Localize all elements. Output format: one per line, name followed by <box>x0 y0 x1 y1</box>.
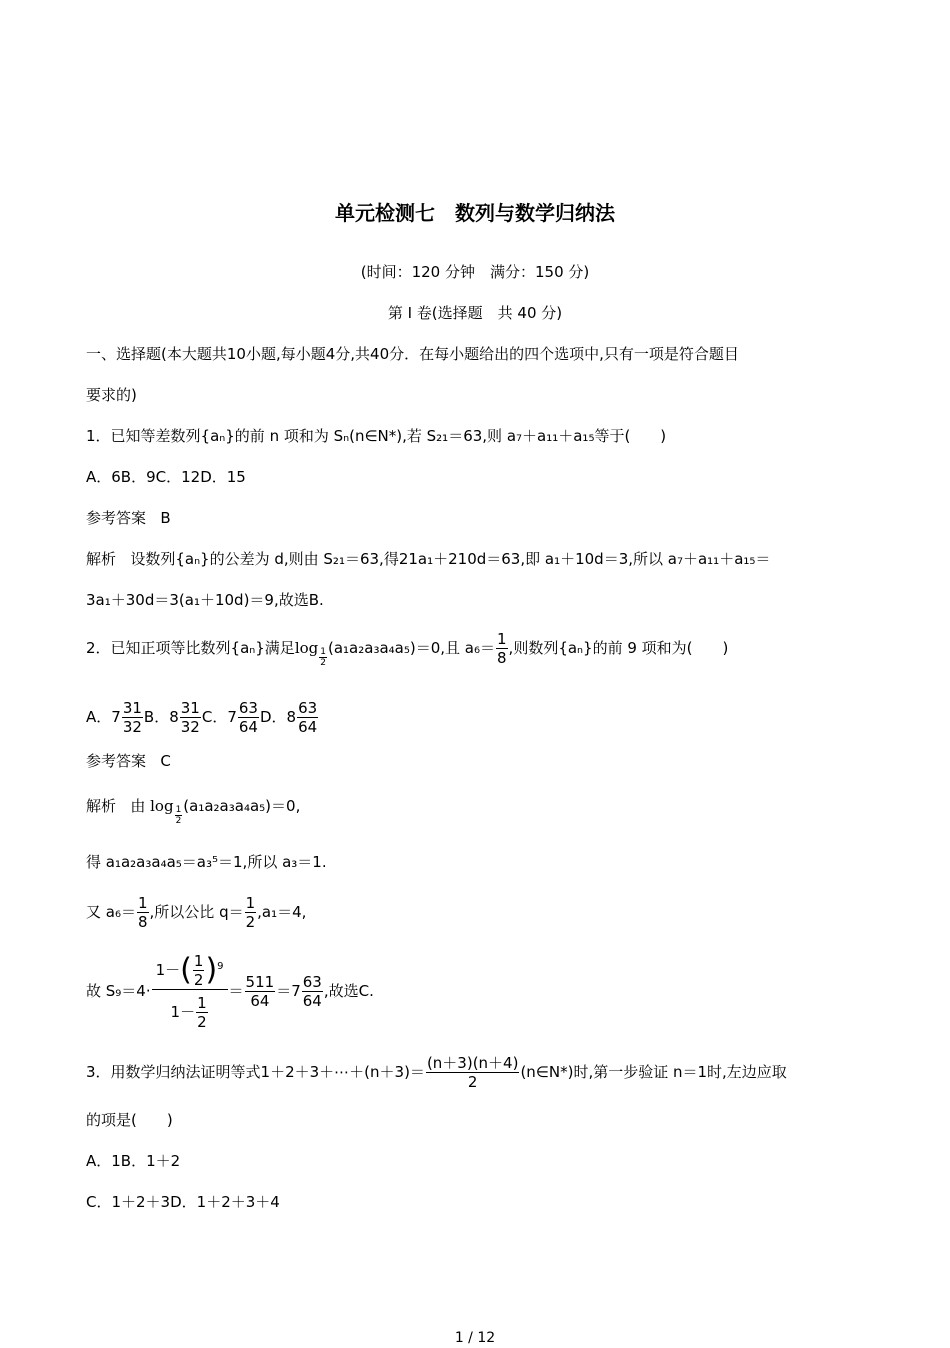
log-base-fraction <box>175 805 183 826</box>
fraction-den: 8 <box>137 913 148 931</box>
fraction-num: 63 <box>238 699 258 717</box>
analysis-label: 解析 <box>86 797 117 815</box>
fraction <box>302 973 323 1010</box>
analysis-text: ,故选C. <box>323 982 374 1000</box>
q3-stem-text-a: 3．用数学归纳法证明等式1＋2＋3＋⋯＋(n＋3)＝ <box>86 1063 425 1081</box>
section-instructions-line1: 一、选择题(本大题共10小题,每小题4分,共40分．在每小题给出的四个选项中,只有一项是符合题目 <box>86 345 739 363</box>
fraction-den: 64 <box>250 992 270 1010</box>
equals-seven: ＝7 <box>276 982 301 1000</box>
q1-analysis-line2: 3a₁＋30d＝3(a₁＋10d)＝9,故选B. <box>86 591 324 609</box>
fraction <box>137 894 149 931</box>
q2-options <box>86 697 319 737</box>
answer-label: 参考答案 <box>86 509 147 527</box>
opt-d-label: D． <box>259 708 287 726</box>
opt-b-whole: 8 <box>169 708 179 726</box>
log-base-den: 2 <box>320 658 326 668</box>
fraction-den: 2 <box>193 971 204 989</box>
fraction-den: 8 <box>497 649 507 667</box>
section-instructions-line2: 要求的) <box>86 386 137 404</box>
fraction-num: 1 <box>497 630 507 648</box>
sum-fraction-num <box>152 952 228 990</box>
fraction-den: 32 <box>180 718 200 736</box>
opt-a-fraction <box>122 699 143 736</box>
analysis-text: 又 a₆＝ <box>86 903 136 921</box>
q2-analysis-line3 <box>86 892 306 932</box>
analysis-text: 设数列{aₙ}的公差为 d,则由 S₂₁＝63,得21a₁＋210d＝63,即 a₁＋10d＝3,所以 a₇＋a₁₁＋a₁₅＝ <box>130 550 771 568</box>
sum-fraction-den <box>152 990 228 1031</box>
log-symbol: log <box>294 639 319 657</box>
fraction-num: 511 <box>245 973 275 991</box>
q3-options-line1: A．1B．1＋2 <box>86 1152 181 1170</box>
opt-b-label: B． <box>143 708 170 726</box>
fraction-den: 2 <box>197 1013 207 1031</box>
one-minus: 1－ <box>170 1003 196 1021</box>
fraction-den: 32 <box>122 718 142 736</box>
q2-analysis-line4 <box>86 946 374 1036</box>
q3-options-line2: C．1＋2＋3D．1＋2＋3＋4 <box>86 1193 280 1211</box>
q3-stem <box>86 1052 787 1092</box>
log-base-num: 1 <box>175 805 182 815</box>
opt-c-whole: 7 <box>227 708 237 726</box>
fraction-num: 31 <box>122 699 142 717</box>
fraction <box>245 973 276 1010</box>
log-base-num: 1 <box>320 647 326 657</box>
fraction-den: 64 <box>302 992 322 1010</box>
page-number: 1 / 12 <box>454 1330 496 1346</box>
q2-stem-fraction <box>496 630 508 667</box>
opt-d-whole: 8 <box>286 708 297 726</box>
fraction-num: 31 <box>180 699 200 717</box>
q1-analysis-line1 <box>86 549 770 569</box>
volume-heading: 第 Ⅰ 卷(选择题 共 40 分) <box>387 304 563 322</box>
time-info: (时间：120 分钟 满分：150 分) <box>360 263 590 281</box>
q2-analysis-line2: 得 a₁a₂a₃a₄a₅＝a₃⁵＝1,所以 a₃＝1. <box>86 853 327 871</box>
analysis-text: 故 S₉＝4· <box>86 982 151 1000</box>
q1-stem: 1．已知等差数列{aₙ}的前 n 项和为 Sₙ(n∈N*),若 S₂₁＝63,则 a₇＋a₁₁＋a₁₅等于( ) <box>86 427 667 445</box>
q2-answer <box>86 751 171 771</box>
fraction-den: 64 <box>238 718 258 736</box>
q3-stem-line2: 的项是( ) <box>86 1111 173 1129</box>
analysis-text: (a₁a₂a₃a₄a₅)＝0, <box>183 797 301 815</box>
paren-right: ) <box>205 952 218 988</box>
answer-label: 参考答案 <box>86 752 147 770</box>
fraction <box>245 894 257 931</box>
q3-stem-fraction <box>426 1054 520 1091</box>
q2-stem-text-a: 2．已知正项等比数列{aₙ}满足 <box>86 639 295 657</box>
answer-value: C <box>160 752 171 770</box>
exponent: 9 <box>217 961 224 972</box>
opt-b-fraction <box>180 699 201 736</box>
analysis-label: 解析 <box>86 550 117 568</box>
answer-value: B <box>160 509 171 527</box>
page-title: 单元检测七 数列与数学归纳法 <box>335 201 615 225</box>
q2-analysis-line1 <box>86 792 300 826</box>
fraction-num: 1 <box>197 994 207 1012</box>
log-symbol: log <box>150 797 174 815</box>
q3-stem-text-b: (n∈N*)时,第一步验证 n＝1时,左边应取 <box>520 1063 787 1081</box>
fraction-den: 64 <box>298 718 318 736</box>
fraction-num: (n＋3)(n＋4) <box>426 1054 519 1072</box>
fraction <box>196 994 208 1031</box>
one-minus: 1－ <box>155 961 181 979</box>
fraction-num: 63 <box>298 699 318 717</box>
q2-stem-text-b: (a₁a₂a₃a₄a₅)＝0,且 a₆＝ <box>327 639 495 657</box>
paren-left: ( <box>180 952 192 988</box>
fraction-num: 1 <box>193 952 204 970</box>
fraction-num: 1 <box>137 894 148 912</box>
fraction-num: 63 <box>302 973 322 991</box>
opt-d-fraction <box>297 699 318 736</box>
opt-a-label: A． <box>86 708 112 726</box>
sum-fraction <box>152 952 228 1031</box>
fraction-den: 2 <box>245 913 256 931</box>
log-base-den: 2 <box>175 816 182 826</box>
fraction-num: 1 <box>245 894 256 912</box>
analysis-text: 由 <box>130 797 146 815</box>
equals: ＝ <box>228 982 244 1000</box>
q1-options: A．6B．9C．12D．15 <box>86 468 246 486</box>
fraction <box>193 952 205 989</box>
opt-a-whole: 7 <box>111 708 121 726</box>
q1-answer <box>86 508 171 528</box>
analysis-text: ,所以公比 q＝ <box>149 903 244 921</box>
fraction-den: 2 <box>467 1073 478 1091</box>
q2-stem-text-c: ,则数列{aₙ}的前 9 项和为( ) <box>508 639 729 657</box>
analysis-text: ,a₁＝4, <box>257 903 307 921</box>
q2-stem <box>86 630 728 668</box>
opt-c-label: C． <box>201 708 228 726</box>
log-base-fraction <box>319 647 327 668</box>
opt-c-fraction <box>238 699 259 736</box>
